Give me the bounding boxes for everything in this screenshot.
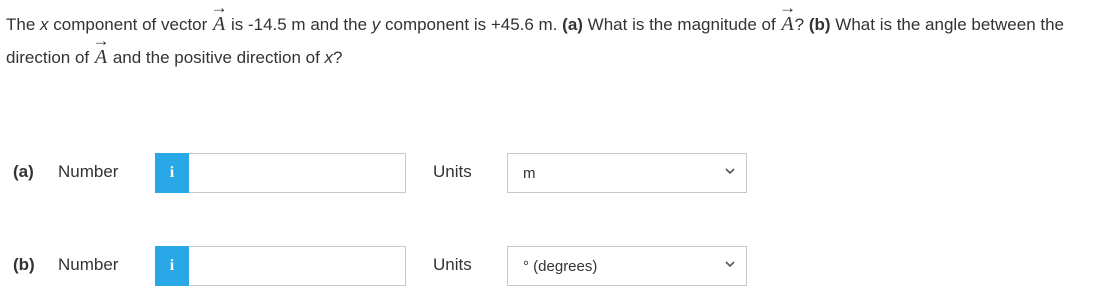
units-select-value: ° (degrees) <box>523 258 598 275</box>
chevron-down-icon <box>724 258 736 270</box>
variable-x: x <box>40 15 49 34</box>
variable-y: y <box>371 15 381 34</box>
units-select-value: m <box>523 165 536 182</box>
part-b-tag: (b) <box>808 15 831 34</box>
answer-row-a <box>0 153 1097 193</box>
number-input-b[interactable] <box>189 246 406 286</box>
part-a-tag: (a) <box>562 15 583 34</box>
units-select-b[interactable] <box>507 246 747 286</box>
part-b-label: (b) <box>13 255 35 274</box>
chevron-down-icon <box>724 165 736 177</box>
number-label: Number <box>58 162 119 181</box>
question-text: The x component of vector → A is -14.5 m and the y component is +45.6 m. (a) What is the magnitude of → A? (b) What is the angle between the direction of → A and the positive direction of x? <box>6 8 1096 74</box>
answer-row-b <box>0 246 1097 286</box>
variable-x: x <box>324 48 334 67</box>
units-label: Units <box>433 162 472 181</box>
vector-a-symbol: → A <box>212 14 226 34</box>
number-label: Number <box>58 255 119 274</box>
vector-a-symbol: → A <box>780 14 794 34</box>
info-icon[interactable]: i <box>155 246 189 286</box>
info-icon[interactable]: i <box>155 153 189 193</box>
part-a-label: (a) <box>13 162 34 181</box>
number-input-a[interactable] <box>189 153 406 193</box>
units-select-a[interactable] <box>507 153 747 193</box>
vector-a-symbol: → A <box>94 47 108 67</box>
units-label: Units <box>433 255 472 274</box>
